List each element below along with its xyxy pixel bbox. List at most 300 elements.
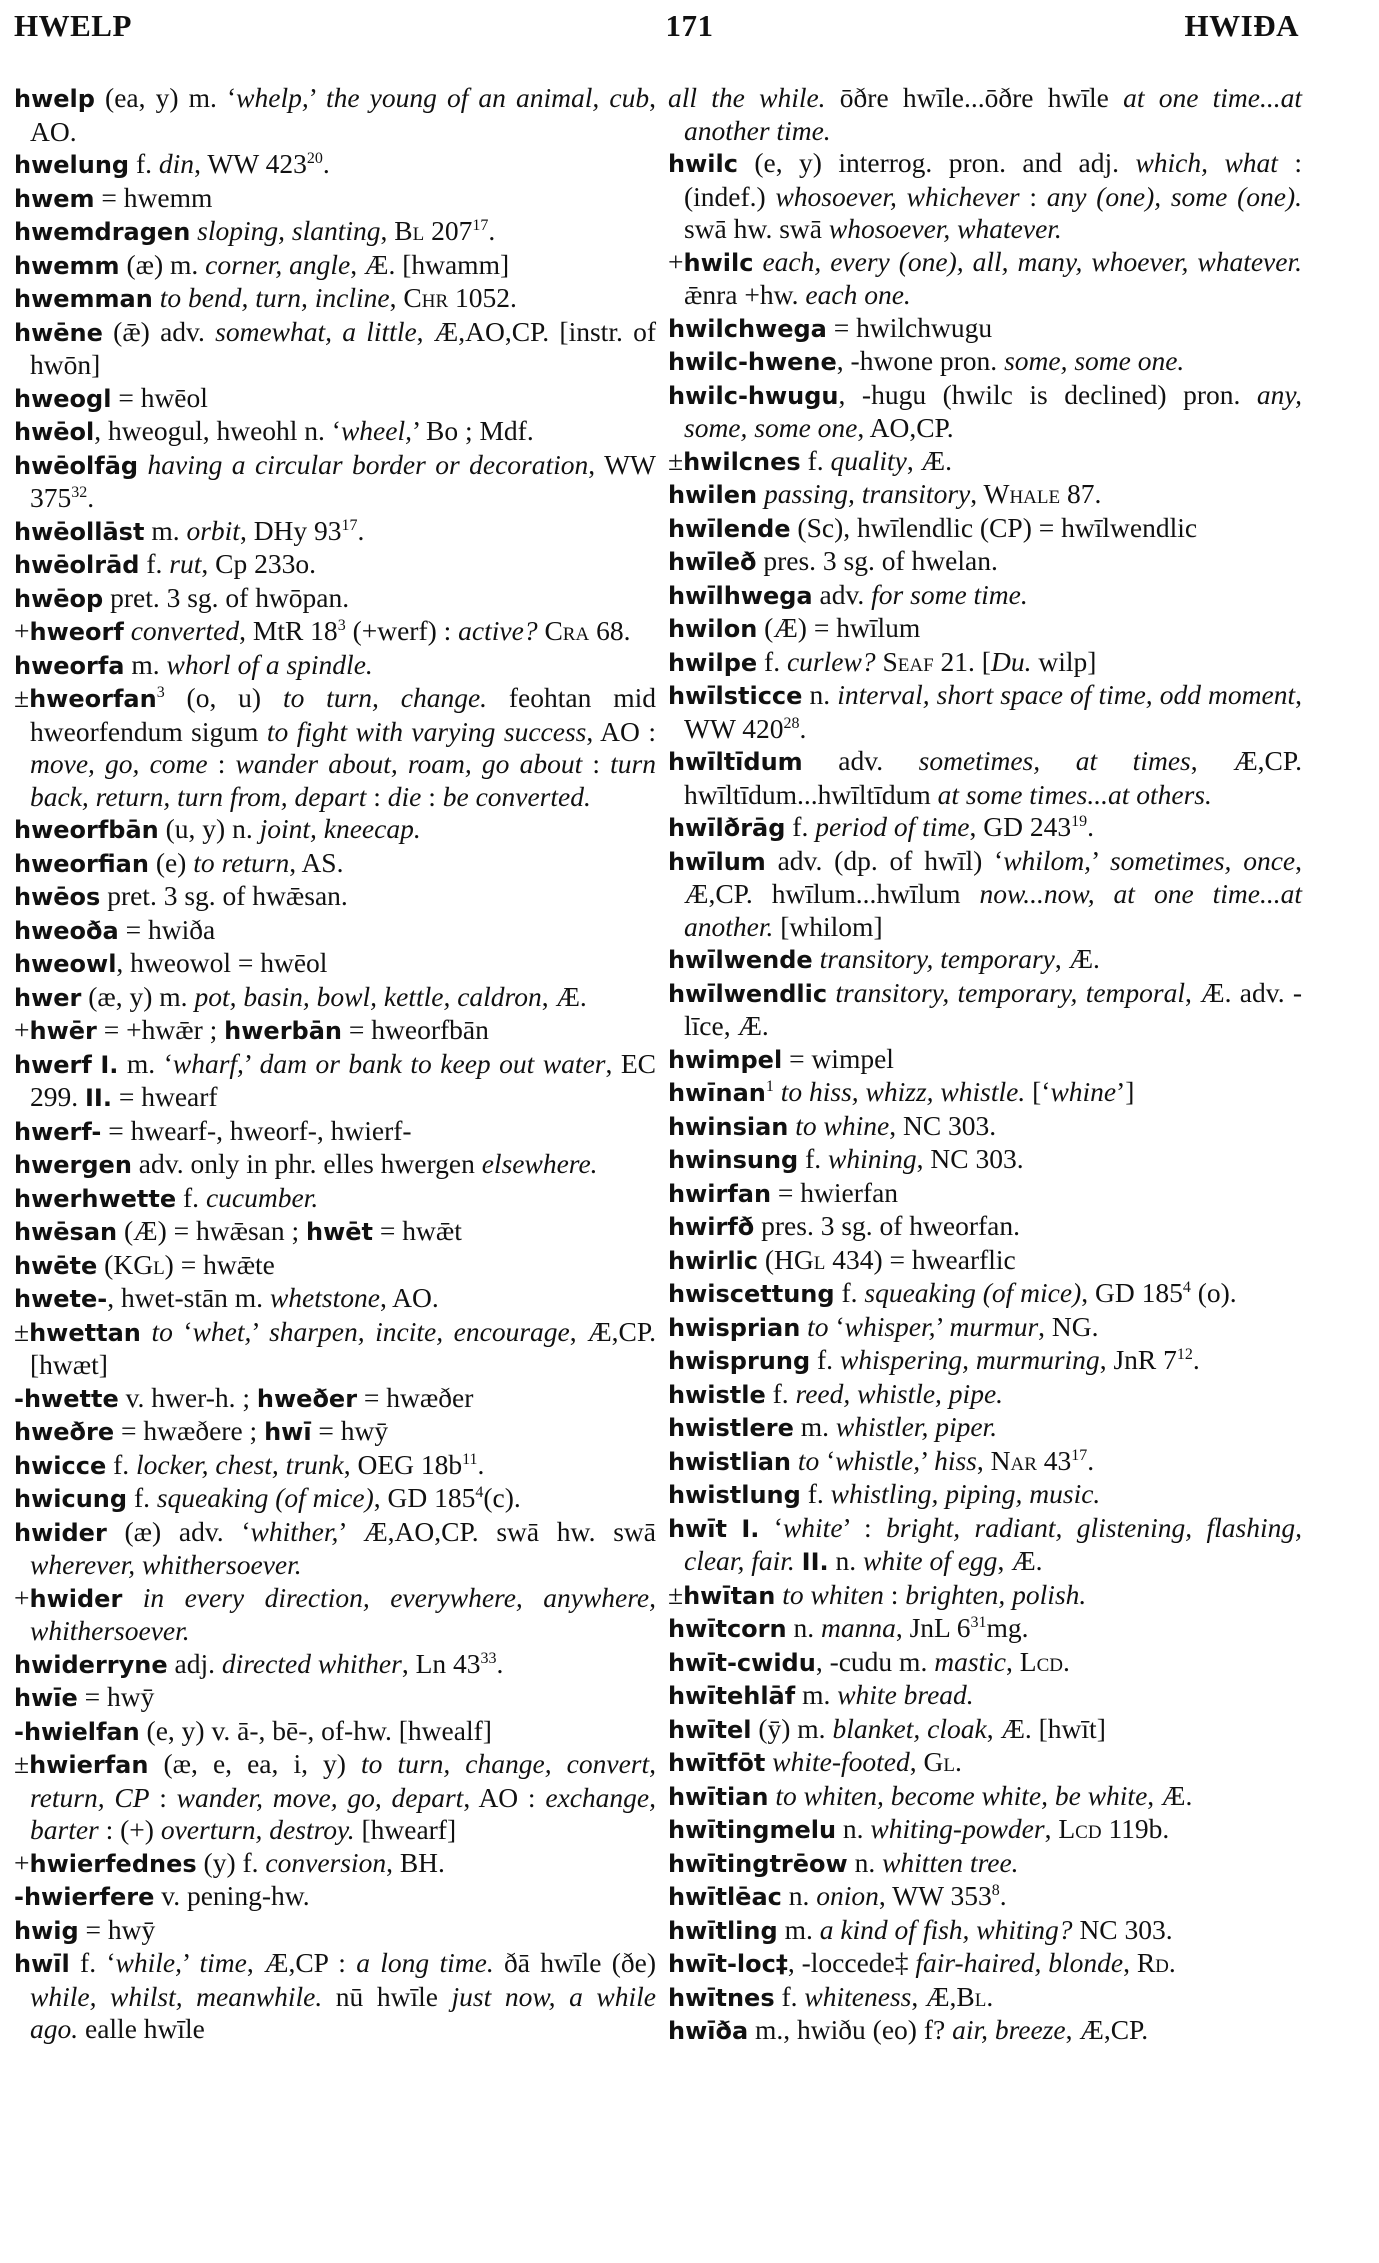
headword: hwiderryne: [14, 1650, 168, 1679]
small-caps-ref: eaf: [897, 645, 934, 677]
gloss: bright, radiant, glistening, flashing, clear, fair.: [684, 1511, 1303, 1576]
dictionary-entry: [668, 478, 1302, 512]
gloss: whine: [1050, 1076, 1117, 1107]
dictionary-entry: [668, 1143, 1302, 1177]
gloss: to bend, turn, incline: [159, 282, 390, 313]
text: ’: [308, 82, 326, 113]
text: , L: [1006, 1645, 1037, 1677]
text: ’ :: [842, 1511, 887, 1543]
dictionary-entry: [668, 512, 1302, 546]
text: f.: [810, 1344, 840, 1375]
text: f.: [800, 1478, 831, 1509]
text: , Æ.: [541, 980, 587, 1012]
text: , G: [909, 1746, 944, 1777]
dictionary-entry: [14, 947, 656, 981]
superscript: 32: [71, 483, 88, 501]
text: , hweogul, hweohl n. ‘: [94, 415, 341, 446]
text: +: [14, 1014, 30, 1045]
dictionary-entry: [668, 1177, 1302, 1211]
text: f.: [834, 1277, 865, 1308]
text: .: [954, 1746, 962, 1777]
dictionary-entry: [14, 1947, 656, 2046]
text: adj.: [167, 1647, 222, 1679]
superscript: 12: [1176, 1345, 1193, 1363]
dictionary-entry: [14, 382, 656, 416]
gloss: now...now, at one time...at another.: [684, 878, 1303, 942]
headword: hweorf: [29, 618, 124, 646]
dictionary-entry: [668, 1210, 1302, 1244]
text: 434) = hwearflic: [825, 1243, 1016, 1275]
text: [‘: [1025, 1076, 1051, 1107]
gloss: quality: [830, 444, 907, 476]
text: [813, 943, 820, 974]
text: [whilom]: [773, 910, 883, 942]
gloss: to turn, change.: [282, 682, 488, 713]
headword: hweðer: [256, 1384, 358, 1413]
gloss: sometimes, once: [1109, 844, 1296, 876]
gloss: wander, move, go, depart: [176, 1781, 464, 1813]
gloss: while,: [115, 1947, 183, 1978]
text: 21. [: [933, 645, 991, 677]
small-caps-ref: Cra: [544, 615, 590, 646]
text: , NG.: [1038, 1310, 1099, 1342]
text: v. hwer-h. ;: [118, 1381, 257, 1413]
gloss: whither,: [250, 1515, 339, 1547]
small-caps-ref: ar: [1010, 1444, 1037, 1476]
text: , BH.: [386, 1846, 445, 1878]
text: (e): [148, 846, 194, 878]
headword: hwīlðrāg: [668, 814, 786, 842]
headword: hwēte: [14, 1251, 98, 1280]
dictionary-entry: [14, 182, 656, 216]
gloss: each, every (one), all, many, whoever, whatever.: [762, 245, 1302, 277]
dictionary-entry: [668, 1847, 1302, 1881]
gloss: be converted.: [442, 780, 591, 812]
text: 207: [424, 215, 473, 246]
headword: hwīlwendlic: [668, 979, 828, 1008]
text: , GD 185: [1081, 1277, 1183, 1308]
gloss: whosoever, whichever: [775, 180, 1020, 212]
text: mg.: [986, 1612, 1029, 1643]
text: feohtan mid hweorfendum sigum: [30, 682, 656, 747]
gloss: sloping, slanting: [197, 215, 381, 246]
dictionary-entry: [14, 1914, 656, 1948]
text: f.: [106, 1448, 137, 1480]
text: n.: [781, 1880, 817, 1911]
headword: hwerbān: [224, 1017, 343, 1045]
text: ’]: [1116, 1076, 1135, 1107]
dictionary-entry: [14, 682, 656, 813]
gloss: to fight with varying success: [266, 715, 587, 747]
text: +: [14, 1581, 30, 1613]
headword: hwīe: [14, 1684, 78, 1712]
text: (u, y) n.: [158, 813, 260, 844]
text: = hwearf-, hweorf-, hwierf-: [101, 1114, 412, 1146]
dictionary-entry: [668, 1947, 1302, 1981]
dictionary-entry: [668, 811, 1302, 845]
dictionary-entry: [668, 612, 1302, 646]
headword: hwistlere: [668, 1414, 794, 1442]
small-caps-ref: Gl: [133, 1248, 165, 1280]
gloss: to whiten, become white, be white: [775, 1779, 1148, 1811]
dictionary-entry: [14, 148, 656, 182]
text: : (+): [98, 1814, 161, 1845]
text: :: [1019, 180, 1047, 212]
dictionary-entry: [668, 1713, 1302, 1747]
headword: hwer: [14, 983, 82, 1012]
dictionary-entry: [14, 449, 656, 515]
gloss: conversion: [265, 1846, 387, 1878]
text: , hweowol = hwēol: [116, 947, 328, 978]
text: ) = hwǣte: [164, 1248, 275, 1280]
gloss: corner, angle: [205, 248, 351, 280]
dictionary-entry: [14, 415, 656, 449]
gloss: whetstone: [269, 1282, 380, 1313]
text: ’: [920, 1444, 935, 1476]
dictionary-entry: [668, 1813, 1302, 1847]
headword: hwī: [264, 1418, 312, 1446]
dictionary-entry: [14, 1880, 656, 1914]
headword: hwēollāst: [14, 517, 145, 546]
headword: hwisprian: [668, 1313, 801, 1342]
gloss: for some time.: [871, 578, 1028, 610]
dictionary-entry: [668, 2014, 1302, 2048]
text: , W: [970, 478, 1010, 509]
headword: hwītfōt: [668, 1749, 766, 1777]
text: (æ) adv. ‘: [106, 1515, 251, 1547]
text: adv.: [812, 578, 872, 610]
text: , Æ,B: [911, 1980, 975, 2012]
dictionary-entry: [668, 1076, 1302, 1110]
text: , Cp 233o.: [201, 548, 316, 579]
text: 43: [1036, 1444, 1072, 1476]
gloss: exchange, barter: [30, 1781, 657, 1845]
headword: hwītehlāf: [668, 1682, 796, 1710]
superscript: 8: [991, 1881, 1000, 1899]
headword: hwīltīdum: [668, 748, 803, 776]
text: .: [799, 712, 807, 744]
text: = hwiða: [118, 913, 216, 945]
text: (Sc), hwīlendlic (CP) = hwīlwendlic: [790, 511, 1198, 543]
small-caps-ref: l: [974, 1980, 987, 2012]
gloss: whistler, piper.: [835, 1411, 998, 1442]
gloss: pot, basin, bowl, kettle, caldron: [194, 980, 542, 1012]
text: = hwēol: [111, 381, 208, 413]
text: (HG: [758, 1243, 814, 1275]
headword: hwēolfāg: [14, 451, 139, 480]
dictionary-entry: [14, 914, 656, 948]
text: ’ Bo ; Mdf.: [411, 415, 534, 446]
dictionary-entry: [668, 1646, 1302, 1680]
gloss: air, breeze: [952, 2014, 1066, 2045]
headword: I.: [741, 1514, 760, 1543]
text: = hweorfbān: [342, 1014, 489, 1045]
text: , AO,CP.: [857, 412, 954, 443]
gloss: which, what: [1135, 147, 1278, 178]
text: , -hwone pron.: [836, 345, 1005, 376]
text: , AO.: [379, 1282, 439, 1313]
dictionary-entry: [668, 745, 1302, 811]
text: , AO.: [30, 82, 656, 147]
text: = hwȳ: [77, 1681, 155, 1712]
gloss: just now, a while ago.: [30, 1980, 656, 2044]
left-column: [14, 82, 656, 2046]
headword: hwiscettung: [668, 1280, 835, 1308]
gloss: whiteness: [804, 1980, 912, 2012]
headword: hwerf: [14, 1050, 92, 1079]
superscript: 3: [337, 616, 346, 634]
text: , Æ.: [997, 1545, 1043, 1576]
gloss: having a circular border or decoration: [147, 448, 589, 480]
text: , MtR 18: [239, 615, 338, 646]
text: ’: [251, 1315, 270, 1347]
dictionary-entry: [14, 1482, 656, 1516]
dictionary-entry: [668, 1311, 1302, 1345]
text: , NC 303.: [916, 1143, 1024, 1174]
text: (y) f.: [196, 1846, 266, 1878]
headword: hwēr: [29, 1017, 97, 1045]
dictionary-entry: [14, 515, 656, 549]
text: [727, 1512, 741, 1543]
headword: -hwette: [14, 1384, 119, 1413]
gloss: each one.: [805, 279, 911, 310]
text: [138, 449, 147, 480]
text: .: [477, 1448, 485, 1480]
text: , Æ,CP :: [246, 1947, 357, 1978]
text: [774, 1076, 781, 1107]
dictionary-entry: [668, 312, 1302, 346]
superscript: 11: [462, 1450, 478, 1468]
text: ‘: [172, 1315, 193, 1347]
text: NC 303.: [1072, 1913, 1173, 1945]
gloss: sometimes, at times: [918, 745, 1191, 776]
headword: hwider: [14, 1518, 107, 1547]
small-caps-ref: cd: [1075, 1813, 1102, 1844]
gloss: to: [151, 1315, 173, 1347]
headword: hwirfð: [668, 1213, 755, 1241]
text: , WW 420: [684, 679, 1302, 744]
text: f.: [139, 548, 170, 579]
gloss: mastic: [934, 1645, 1007, 1677]
text: , R: [1123, 1947, 1156, 1978]
small-caps-ref: d: [1155, 1947, 1169, 1978]
headword: hwelp: [14, 85, 95, 113]
headword: hwīlsticce: [668, 682, 803, 710]
text: [153, 282, 160, 313]
text: [141, 1316, 152, 1347]
dictionary-entry: [668, 1378, 1302, 1412]
text: ,: [389, 282, 404, 313]
text: , N: [976, 1444, 1011, 1476]
headword: hwēt: [306, 1218, 374, 1246]
gloss: to whiten: [782, 1578, 884, 1610]
headword: hwilc: [683, 248, 754, 277]
headword: hwinsian: [668, 1112, 789, 1141]
headword: hwīlum: [668, 847, 766, 876]
superscript: 3: [156, 683, 165, 701]
text: , JnL 6: [895, 1612, 971, 1643]
text: (o, u): [164, 682, 283, 713]
text: = hwemm: [94, 181, 213, 213]
headword: hwītel: [668, 1715, 752, 1744]
text: ǣnra +hw.: [684, 279, 806, 310]
headword: hwistlian: [668, 1447, 791, 1476]
headword: hwerf-: [14, 1117, 102, 1146]
text: (e, y) v. ā-, bē-, of-hw. [hwealf]: [139, 1714, 492, 1746]
text: (Æ) = hwǣsan ;: [117, 1215, 307, 1246]
text: m., hwiðu (eo) f?: [748, 2014, 953, 2045]
gloss: whorl of a spindle.: [166, 648, 373, 680]
text: = +hwǣr ;: [96, 1014, 225, 1045]
text: m.: [144, 514, 187, 546]
gloss: somewhat, a little: [215, 315, 417, 347]
headword: II.: [85, 1084, 112, 1112]
dictionary-entry: [668, 147, 1302, 246]
text: .: [1087, 811, 1094, 842]
gloss: elsewhere.: [481, 1148, 598, 1179]
superscript: 33: [480, 1649, 497, 1667]
dictionary-entry: [668, 1445, 1302, 1479]
text: f.: [757, 645, 787, 677]
text: .: [999, 1880, 1007, 1911]
gloss: wherever, whithersoever.: [30, 1549, 302, 1580]
text: f.: [129, 148, 159, 179]
text: 1052.: [448, 282, 517, 313]
text: 68.: [589, 615, 631, 646]
gloss: to whine: [795, 1109, 890, 1141]
text: (æ) m.: [119, 248, 206, 280]
text: (ea, y) m. ‘: [94, 82, 237, 113]
dictionary-entry: [668, 1244, 1302, 1278]
gloss: any, some, some one: [684, 378, 1302, 443]
gloss: whining: [828, 1143, 917, 1174]
gloss: converted: [123, 615, 240, 646]
text: , Ln 43: [401, 1647, 481, 1679]
headword: hweðre: [14, 1418, 115, 1446]
gloss: brighten, polish.: [905, 1578, 1087, 1610]
text: f.: [765, 1377, 796, 1409]
headword: hwierfednes: [29, 1849, 197, 1878]
gloss: whisper,: [844, 1310, 936, 1342]
dictionary-entry: [14, 1115, 656, 1149]
gloss: at some times...at others.: [937, 778, 1212, 810]
headword: hwilc-hwene: [668, 348, 837, 376]
text: , Æ.: [906, 444, 952, 476]
headword: hwītingtrēow: [668, 1849, 848, 1878]
headword: hwilen: [668, 481, 758, 509]
headword: hwig: [14, 1916, 79, 1945]
text: , DHy 93: [239, 514, 342, 546]
gloss: joint, kneecap.: [259, 813, 421, 844]
headword: hwilon: [668, 615, 758, 643]
text: , -hugu (hwilc is declined) pron.: [838, 378, 1257, 410]
dictionary-entry: [668, 1914, 1302, 1948]
dictionary-entry: [14, 1748, 656, 1847]
dictionary-entry: [14, 1516, 656, 1582]
text: [757, 478, 764, 509]
text: n.: [802, 679, 838, 710]
dictionary-entry: [14, 1148, 656, 1182]
text: +: [14, 1846, 30, 1878]
headword: hwēsan: [14, 1218, 118, 1246]
text: [795, 1545, 802, 1576]
gloss: whosoever, whatever.: [828, 213, 1062, 244]
text: (+werf) :: [345, 615, 459, 646]
gloss: whitten tree.: [882, 1846, 1019, 1878]
gloss: overturn, destroy.: [160, 1814, 355, 1845]
text: f.: [127, 1482, 157, 1513]
headword: hwīnan: [668, 1079, 766, 1107]
gloss: to: [797, 1444, 820, 1476]
text: (æ, e, ea, i, y): [148, 1748, 362, 1779]
text: .: [87, 482, 95, 513]
gloss: in every direction, everywhere, anywhere, whithersoever.: [30, 1581, 657, 1646]
text: (o).: [1190, 1277, 1237, 1308]
text: , -loccede‡: [787, 1947, 916, 1978]
running-head-left: HWELP: [14, 8, 132, 43]
text: nū hwīle: [322, 1980, 452, 2012]
text: pret. 3 sg. of hwōpan.: [103, 581, 350, 613]
gloss: time: [199, 1947, 247, 1978]
text: = hwǣt: [373, 1215, 462, 1246]
gloss: squeaking (of mice): [156, 1482, 374, 1513]
headword: hwītnes: [668, 1983, 775, 2012]
gloss: white-footed: [772, 1746, 910, 1777]
dictionary-entry: [668, 943, 1302, 977]
text: (e, y) interrog. pron. and adj.: [737, 147, 1136, 178]
text: [122, 1582, 142, 1613]
text: ‘: [759, 1511, 783, 1543]
text: f.: [785, 811, 816, 842]
superscript: 17: [472, 216, 489, 234]
text: : (indef.): [684, 147, 1303, 212]
headword: hwilchwega: [668, 314, 827, 343]
text: m. ‘: [118, 1047, 173, 1079]
dictionary-entry: [14, 1681, 656, 1715]
small-caps-ref: Bl: [394, 215, 425, 246]
headword: hwēop: [14, 584, 104, 613]
text: ±: [14, 1748, 30, 1779]
text: , Æ.: [1054, 943, 1100, 974]
gloss: die: [387, 780, 422, 812]
dictionary-entry: [14, 82, 656, 148]
superscript: 17: [1071, 1446, 1088, 1464]
headword: hwierfan: [29, 1751, 149, 1779]
text: , GD 243: [969, 811, 1072, 842]
text: ’: [182, 1947, 200, 1978]
headword: hwemm: [14, 251, 120, 280]
text: +: [14, 615, 30, 646]
headword: hwēos: [14, 883, 101, 911]
text: .: [1062, 1645, 1070, 1677]
dictionary-entry: [668, 379, 1302, 445]
headword: hwēne: [14, 318, 103, 347]
text: .: [1192, 1344, 1200, 1375]
gloss: to turn, change, convert, return, CP: [30, 1748, 656, 1813]
gloss: whelp,: [236, 82, 309, 113]
text: = wimpel: [782, 1042, 894, 1074]
gloss: onion: [816, 1880, 879, 1911]
dictionary-entry: [14, 981, 656, 1015]
text: = hwilchwugu: [826, 311, 993, 343]
gloss: whistle,: [835, 1444, 921, 1476]
dictionary-entry: [668, 1110, 1302, 1144]
headword: hwīt-loc‡: [668, 1950, 788, 1978]
gloss: whiting-powder: [870, 1813, 1045, 1844]
headword: hweorfbān: [14, 816, 159, 844]
text: m.: [124, 648, 167, 680]
text: , AO :: [463, 1781, 546, 1813]
